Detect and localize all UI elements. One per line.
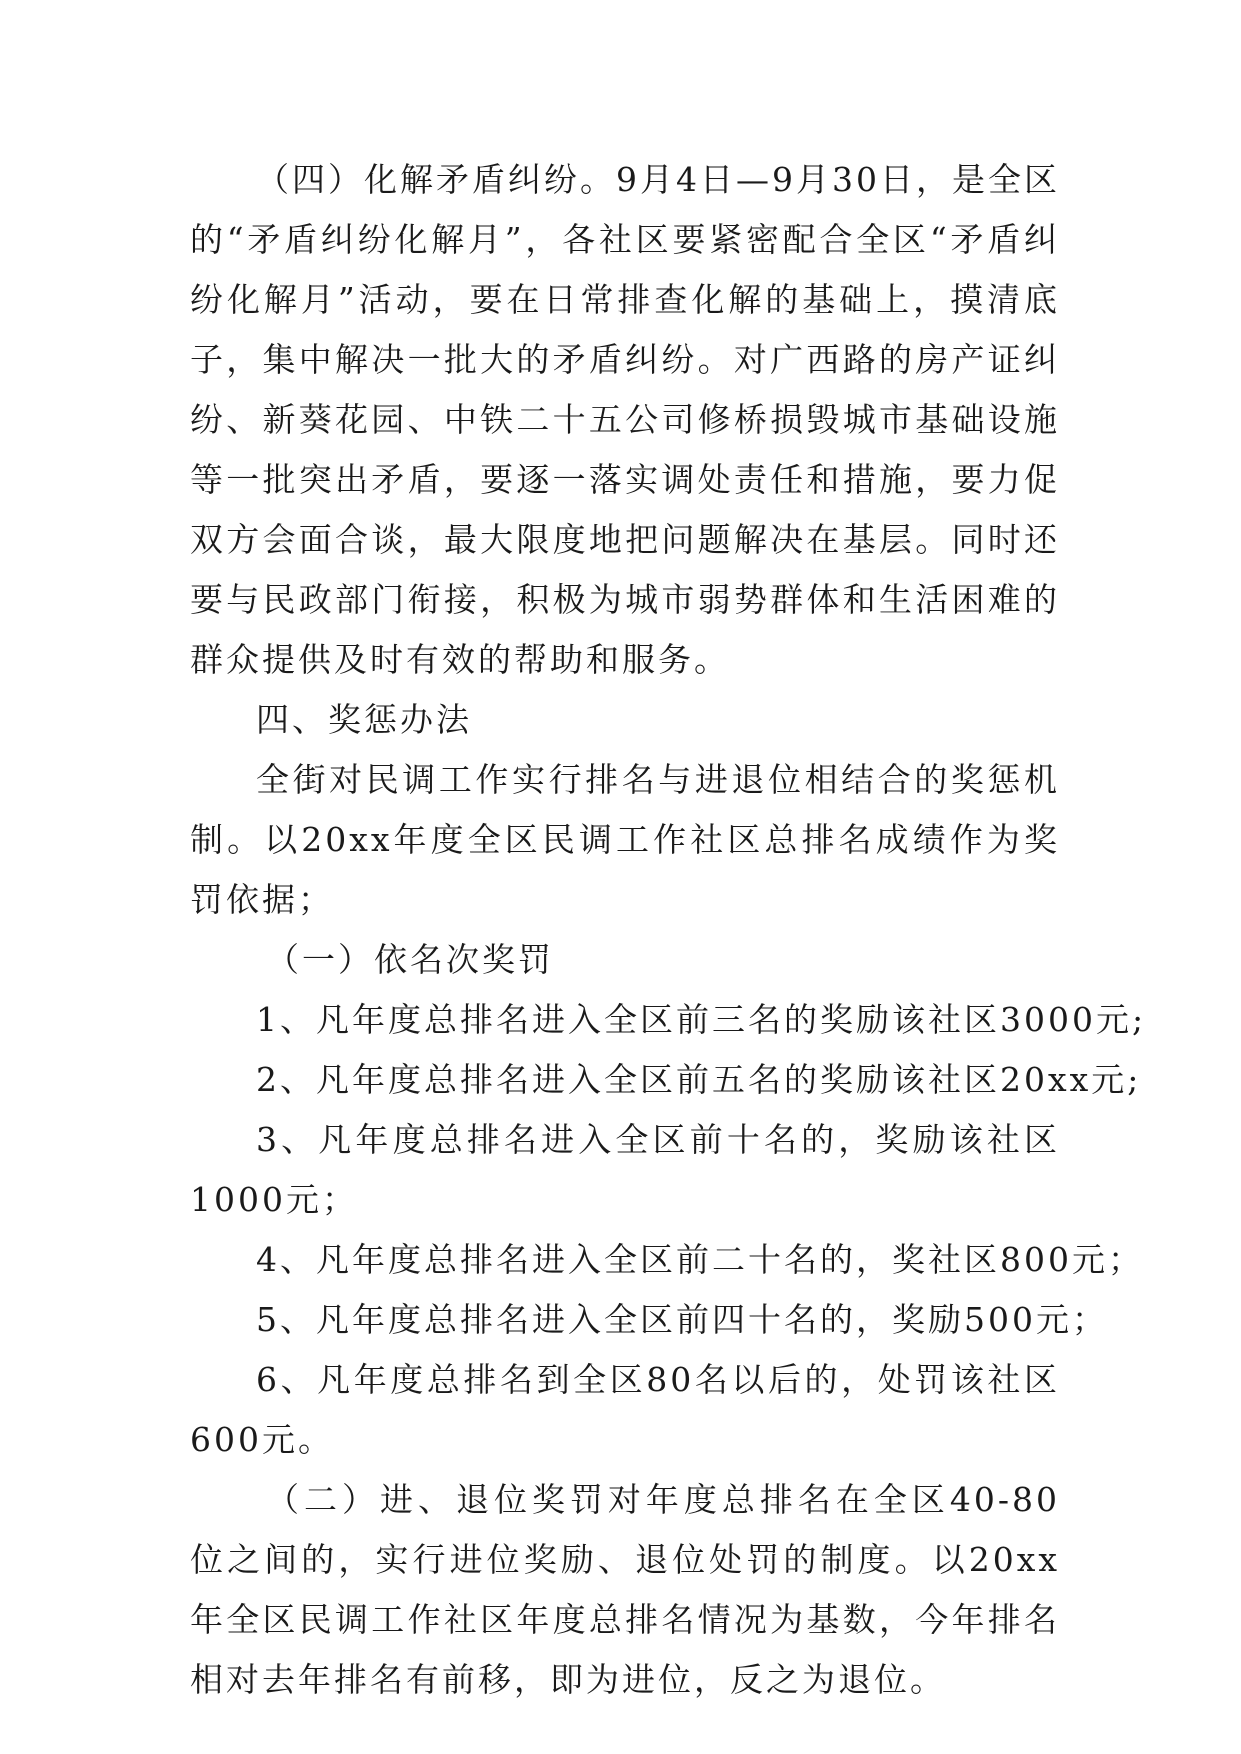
paragraph-dispute-resolution: （四）化解矛盾纠纷。9月4日—9月30日，是全区的“矛盾纠纷化解月”，各社区要紧密配合全区“矛盾纠纷化解月”活动，要在日常排查化解的基础上，摸清底子，集中解决一批大的矛盾纠纷。对广西路的房产证纠纷、新葵花园、中铁二十五公司修桥损毁城市基础设施等一批突出矛盾，要逐一落实调处责任和措施，要力促双方会面合谈，最大限度地把问题解决在基层。同时还要与民政部门衔接，积极为城市弱势群体和生活困难的群众提供及时有效的帮助和服务。 xyxy=(190,160,1060,679)
list-item-top-three: 1、凡年度总排名进入全区前三名的奖励该社区3000元; xyxy=(256,1000,1147,1039)
list-item-top-forty: 5、凡年度总排名进入全区前四十名的，奖励500元； xyxy=(256,1300,1108,1339)
paragraph-advance-retreat: （二）进、退位奖罚对年度总排名在全区40-80位之间的，实行进位奖励、退位处罚的制度。以20xx年全区民调工作社区年度总排名情况为基数，今年排名相对去年排名有前移，即为进位，反之为退位。 xyxy=(190,1480,1060,1699)
paragraph-reward-mechanism: 全街对民调工作实行排名与进退位相结合的奖惩机制。以20xx年度全区民调工作社区总排名成绩作为奖罚依据； xyxy=(190,760,1060,919)
list-item-top-twenty: 4、凡年度总排名进入全区前二十名的，奖社区800元； xyxy=(256,1240,1144,1279)
list-item-below-eighty: 6、凡年度总排名到全区80名以后的，处罚该社区600元。 xyxy=(190,1360,1060,1459)
document-body xyxy=(190,150,1147,1710)
section-heading-rewards-penalties: 四、奖惩办法 xyxy=(256,700,472,739)
subheading-rank-rewards: （一）依名次奖罚 xyxy=(266,940,554,979)
list-item-top-ten: 3、凡年度总排名进入全区前十名的，奖励该社区1000元； xyxy=(190,1120,1060,1219)
list-item-top-five: 2、凡年度总排名进入全区前五名的奖励该社区20xx元; xyxy=(256,1060,1142,1099)
